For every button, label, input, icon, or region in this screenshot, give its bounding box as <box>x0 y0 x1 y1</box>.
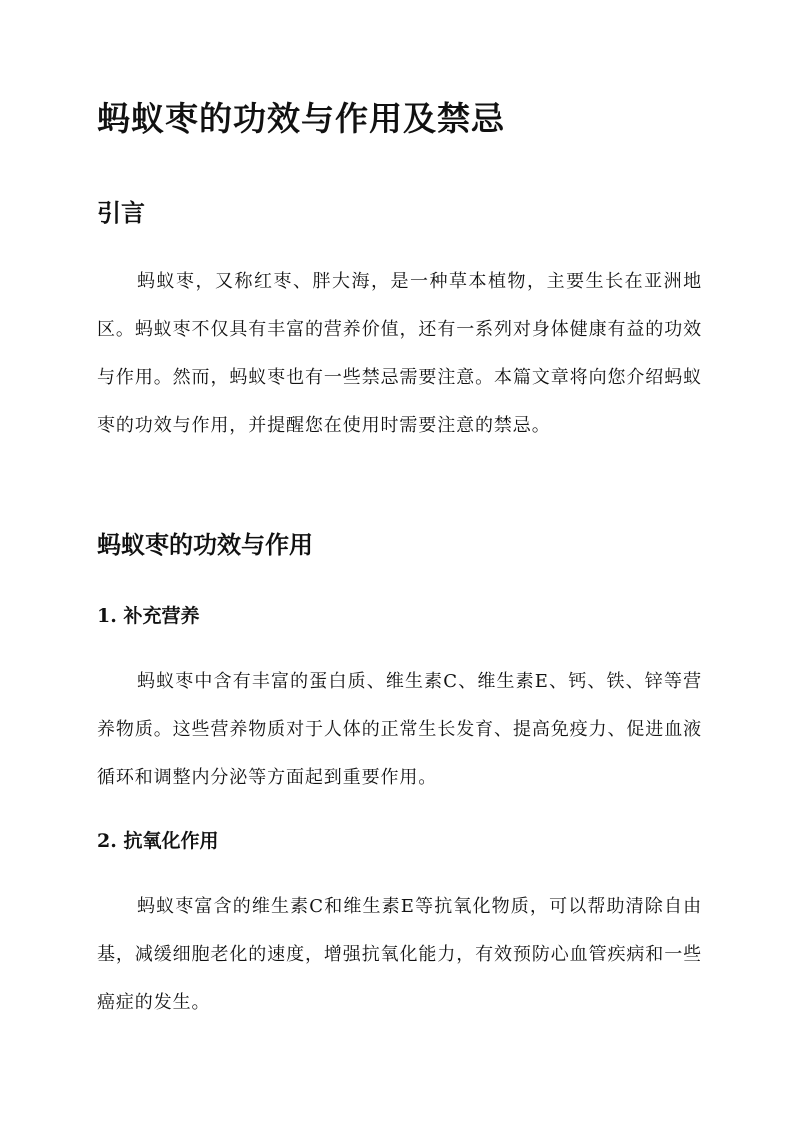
section-heading-antioxidant: 2. 抗氧化作用 <box>97 830 219 852</box>
document-page <box>97 0 702 1131</box>
intro-heading: 引言 <box>97 198 145 227</box>
section-heading-nutrition: 1. 补充营养 <box>97 605 200 627</box>
section-paragraph-antioxidant: 蚂蚁枣富含的维生素C和维生素E等抗氧化物质，可以帮助清除自由基，减缓细胞老化的速度，增强抗氧化能力，有效预防心血管疾病和一些癌症的发生。 <box>97 896 702 1013</box>
benefits-heading: 蚂蚁枣的功效与作用 <box>97 530 313 559</box>
section-paragraph-nutrition: 蚂蚁枣中含有丰富的蛋白质、维生素C、维生素E、钙、铁、锌等营养物质。这些营养物质对于人体的正常生长发育、提高免疫力、促进血液循环和调整内分泌等方面起到重要作用。 <box>97 671 702 788</box>
intro-paragraph: 蚂蚁枣，又称红枣、胖大海，是一种草本植物，主要生长在亚洲地区。蚂蚁枣不仅具有丰富的营养价值，还有一系列对身体健康有益的功效与作用。然而，蚂蚁枣也有一些禁忌需要注意。本篇文章将向您介绍蚂蚁枣的功效与作用，并提醒您在使用时需要注意的禁忌。 <box>97 271 702 436</box>
document-title: 蚂蚁枣的功效与作用及禁忌 <box>97 99 505 138</box>
